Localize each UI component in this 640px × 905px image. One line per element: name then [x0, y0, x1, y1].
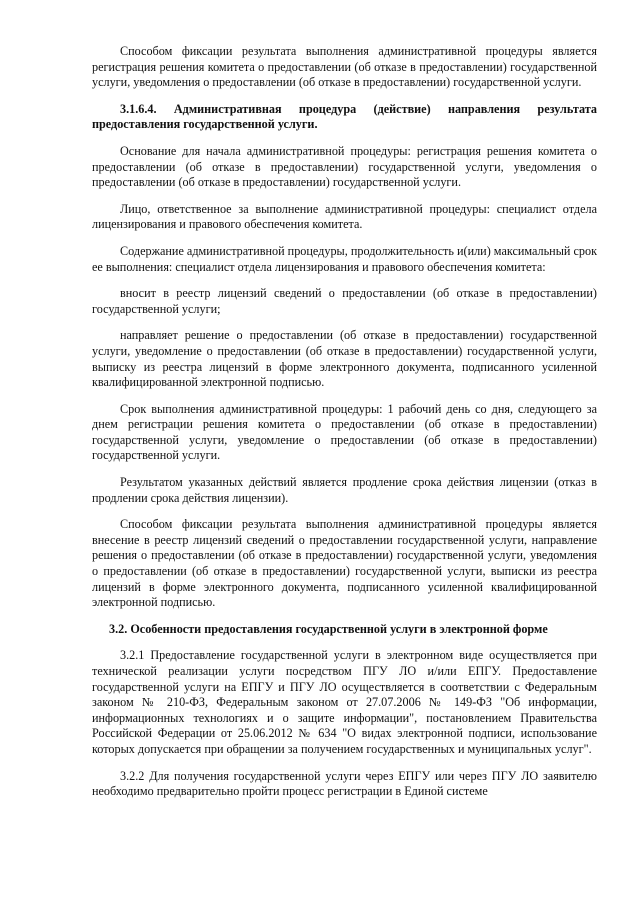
paragraph: Способом фиксации результата выполнения административной процедуры является внесение в реестр лицензий сведений о предоставлении государственной услуги, направление решения о предоставлении (об отказе в предоставлении) государственной услуги, уведомления о предоставлении (об отказе в предоставлении) государственной услуги, выписки из реестра лицензий в форме электронного документа, подписанного усиленной квалифицированной электронной подписью. — [92, 517, 597, 610]
paragraph: Лицо, ответственное за выполнение административной процедуры: специалист отдела лицензирования и правового обеспечения комитета. — [92, 201, 597, 232]
paragraph: Способом фиксации результата выполнения административной процедуры является регистрация решения комитета о предоставлении (об отказе в предоставлении) государственной услуги, уведомления о предоставлении (об отказе в предоставлении) государственной услуги. — [92, 44, 597, 90]
paragraph: вносит в реестр лицензий сведений о предоставлении (об отказе в предоставлении) государственной услуги; — [92, 286, 597, 316]
paragraph: Результатом указанных действий является продление срока действия лицензии (отказ в продлении срока действия лицензии). — [92, 475, 597, 505]
paragraph: 3.2.1 Предоставление государственной услуги в электронном виде осуществляется при технической реализации услуги посредством ПГУ ЛО и/или ЕПГУ. Предоставление государственной услуги на ЕПГУ и ПГУ ЛО осуществляется в соответствии с Федеральным законом № 210-ФЗ, Федеральным законом от 27.07.2006 № 149-ФЗ "Об информации, информационных технологиях и о защите информации", постановлением Правительства Российской Федерации от 25.06.2012 № 634 "О видах электронной подписи, использование которых допускается при обращении за получением государственных и муниципальных услуг". — [92, 648, 597, 756]
paragraph: Содержание административной процедуры, продолжительность и(или) максимальный срок ее выполнения: специалист отдела лицензирования и правового обеспечения комитета: — [92, 243, 597, 274]
paragraph: Основание для начала административной процедуры: регистрация решения комитета о предоставлении (об отказе в предоставлении) государственной услуги, уведомления о предоставлении (об отказе в предоставлении) государственной услуги. — [92, 143, 597, 190]
section-heading: 3.2. Особенности предоставления государственной услуги в электронной форме — [109, 621, 548, 636]
paragraph: Срок выполнения административной процедуры: 1 рабочий день со дня, следующего за днем регистрации решения комитета о предоставлении (об отказе в предоставлении) государственной услуги, уведомление о предоставлении (об отказе в предоставлении) государственной услуги. — [92, 401, 597, 463]
paragraph: 3.2.2 Для получения государственной услуги через ЕПГУ или через ПГУ ЛО заявителю необходимо предварительно пройти процесс регистрации в Единой системе — [92, 768, 597, 799]
page-body — [92, 44, 597, 809]
section-heading: 3.1.6.4. Административная процедура (действие) направления результата предоставления государственной услуги. — [92, 101, 597, 132]
paragraph: направляет решение о предоставлении (об отказе в предоставлении) государственной услуги, уведомление о предоставлении (об отказе в предоставлении) государственной услуги, выписку из реестра лицензий в форме электронного документа, подписанного усиленной квалифицированной электронной подписью. — [92, 328, 597, 390]
